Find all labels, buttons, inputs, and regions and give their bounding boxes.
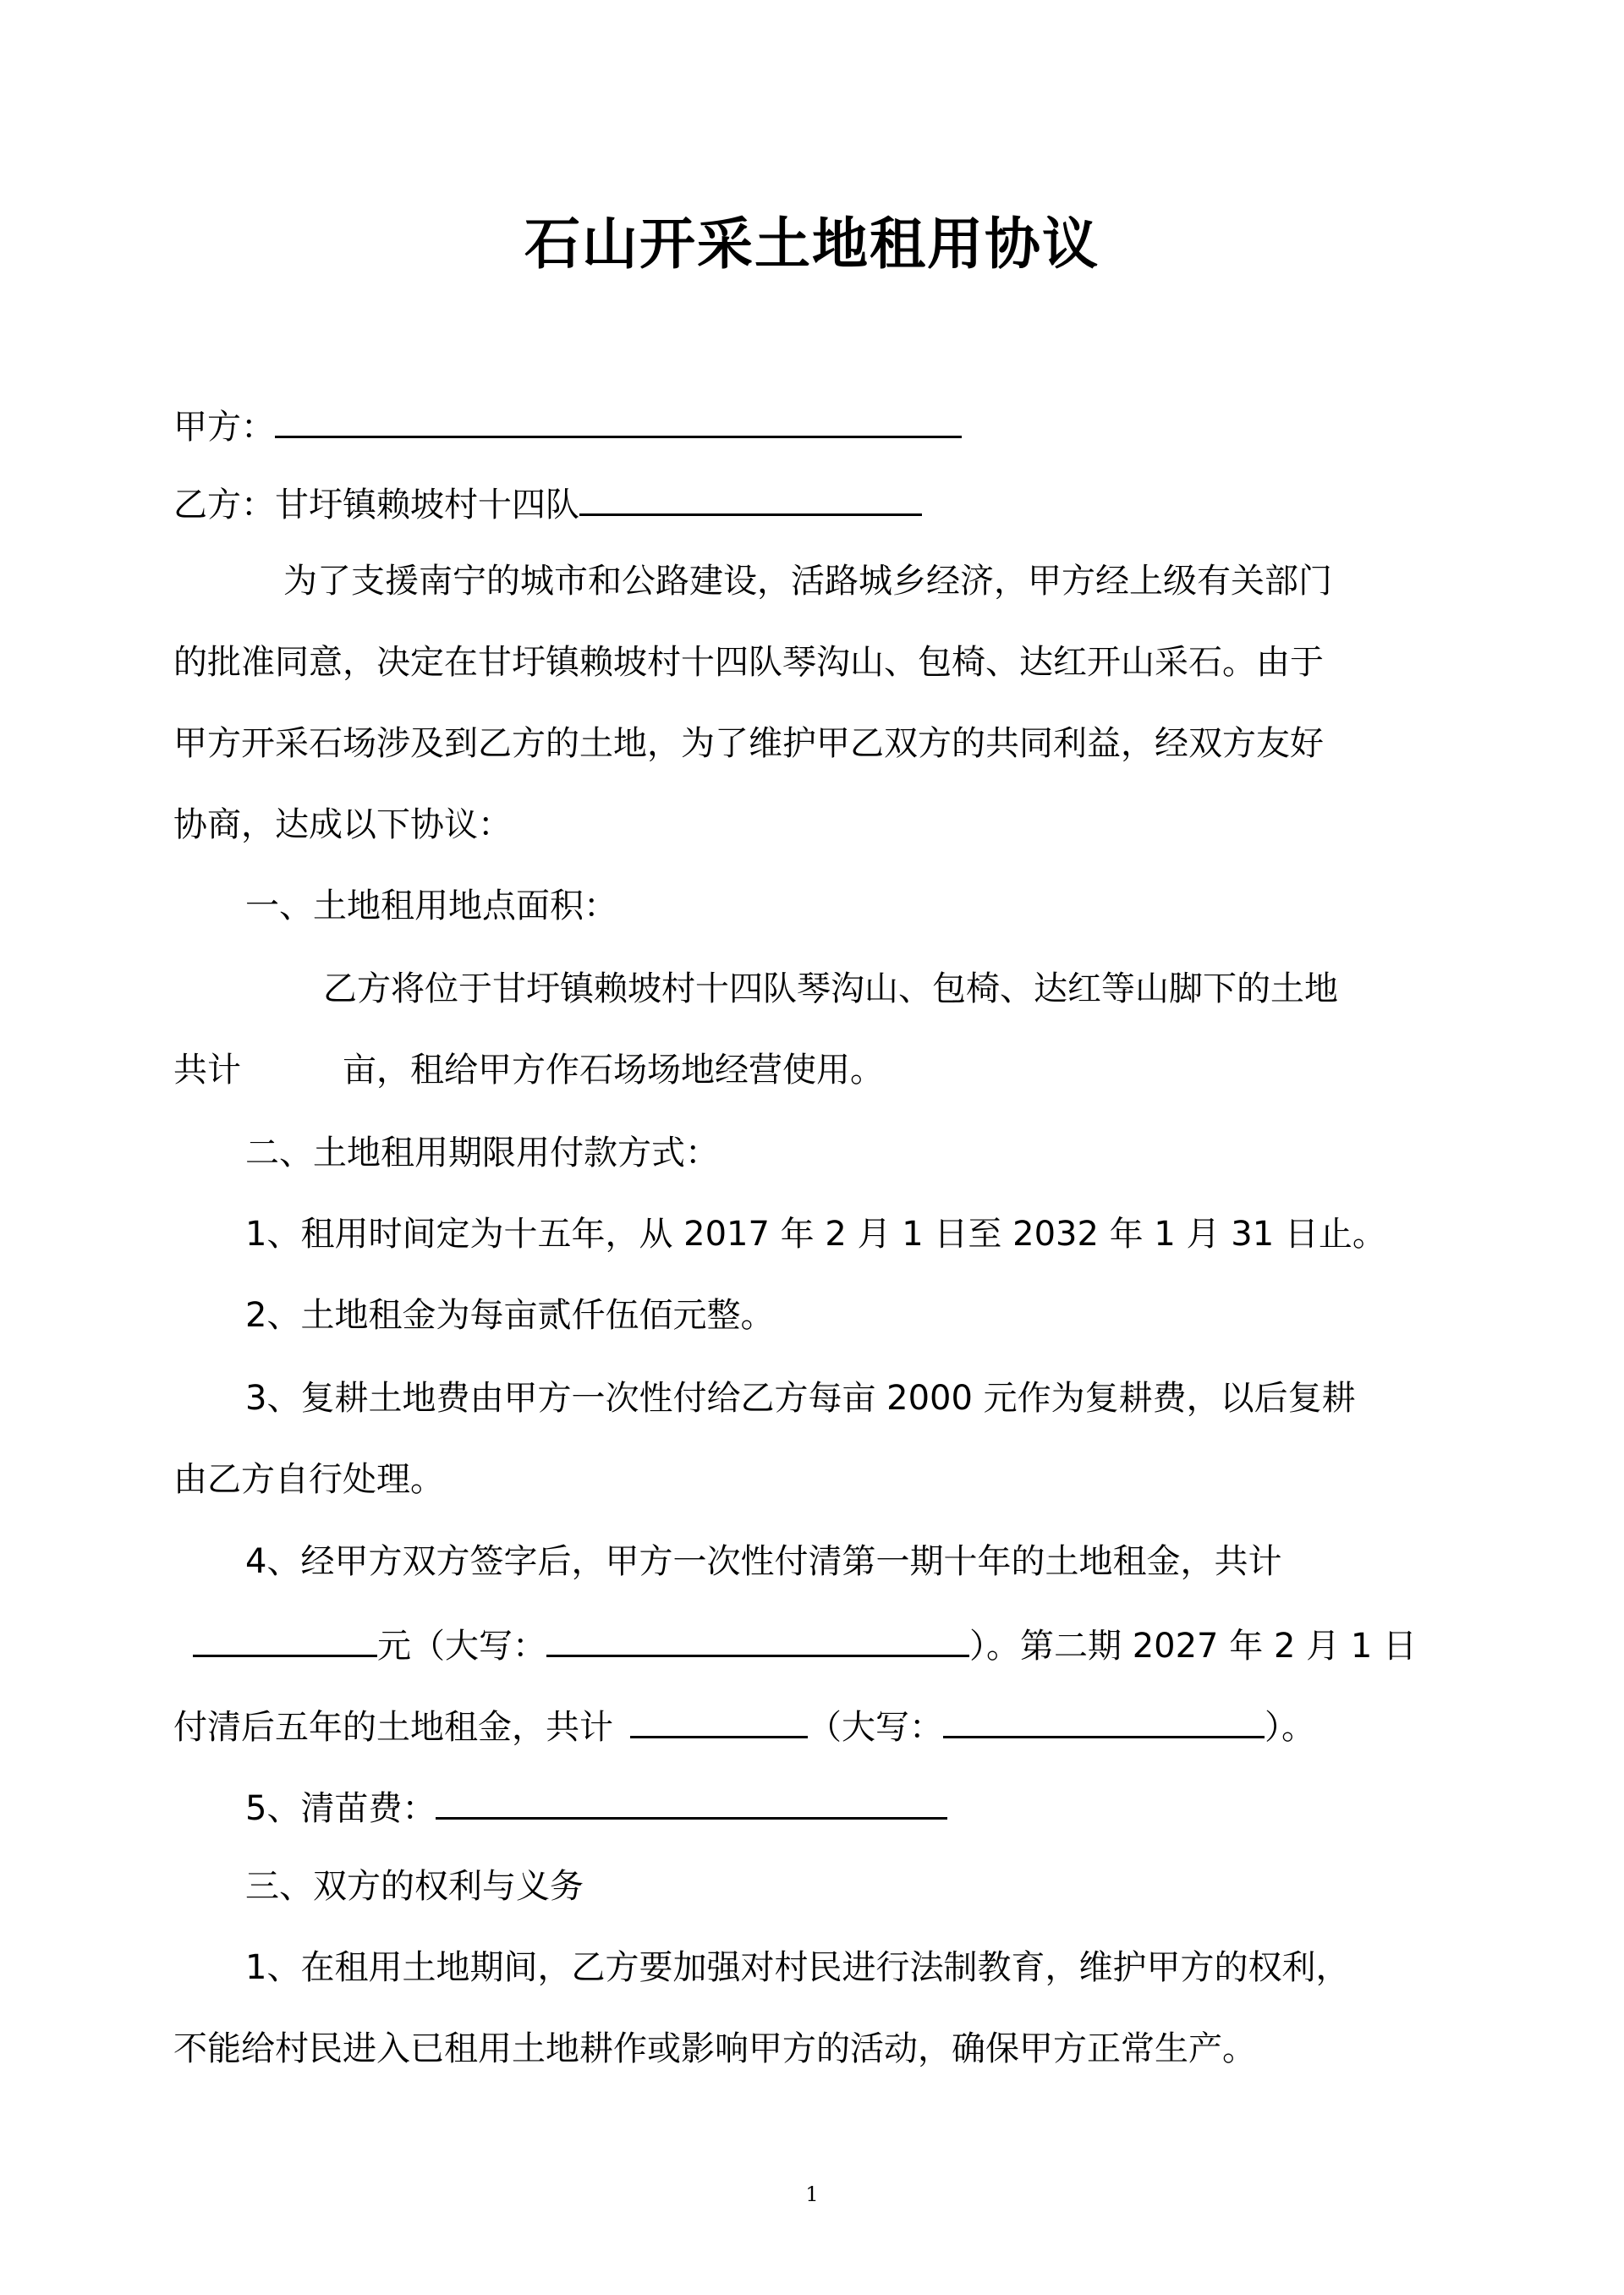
- section-2-item-1: 1、租用时间定为十五年，从 2017 年 2 月 1 日至 2032 年 1 月 31 日止。: [245, 1215, 1386, 1254]
- section-3-item-1-line-2: 不能给村民进入已租用土地耕作或影响甲方的活动，确保甲方正常生产。: [173, 2029, 1256, 2068]
- second-rent-close: ）。: [1265, 1708, 1315, 1747]
- area-prefix: 共计: [173, 1051, 241, 1090]
- section-2-item-4-line-3: [173, 1702, 1315, 1749]
- section-2-item-5: [245, 1783, 947, 1831]
- second-rent-amount-blank: [630, 1702, 808, 1738]
- section-3-heading: 三、双方的权利与义务: [245, 1867, 584, 1906]
- party-b-line: [173, 480, 922, 527]
- first-rent-capital-blank: [546, 1621, 969, 1657]
- party-b-label: 乙方：: [173, 486, 275, 524]
- seedling-fee-blank: [436, 1783, 947, 1820]
- second-period-text: ）。第二期 2027 年 2 月 1 日: [969, 1627, 1417, 1666]
- section-2-heading: 二、土地租用期限用付款方式：: [245, 1134, 719, 1172]
- party-a-line: [173, 402, 962, 449]
- intro-line-2: 的批准同意，决定在甘圩镇赖坡村十四队琴沟山、包椅、达红开山采石。由于: [173, 643, 1324, 682]
- section-3-item-1-line-1: 1、在租用土地期间，乙方要加强对村民进行法制教育，维护甲方的权利，: [245, 1948, 1350, 1987]
- section-1-line-2: [173, 1048, 884, 1092]
- section-1-line-1: 乙方将位于甘圩镇赖坡村十四队琴沟山、包椅、达红等山脚下的土地: [323, 969, 1338, 1008]
- first-rent-amount-blank: [193, 1621, 377, 1657]
- party-b-value: 甘圩镇赖坡村十四队: [275, 486, 579, 524]
- first-rent-capital-label: 元（大写：: [377, 1627, 546, 1666]
- section-2-item-3-line-2: 由乙方自行处理。: [173, 1460, 444, 1499]
- area-suffix: 亩，租给甲方作石场场地经营使用。: [343, 1051, 884, 1090]
- party-a-blank: [275, 402, 962, 438]
- second-rent-label: 付清后五年的土地租金，共计: [173, 1708, 613, 1747]
- section-2-item-4-line-2: [193, 1621, 1417, 1668]
- party-b-blank: [579, 480, 922, 516]
- party-a-label: 甲方：: [173, 408, 275, 447]
- section-2-item-4-line-1: 4、经甲方双方签字后，甲方一次性付清第一期十年的土地租金，共计: [245, 1542, 1282, 1581]
- page-number: 1: [805, 2182, 819, 2206]
- second-rent-capital-blank: [943, 1702, 1265, 1738]
- intro-line-3: 甲方开采石场涉及到乙方的土地，为了维护甲乙双方的共同利益，经双方友好: [173, 724, 1324, 763]
- seedling-fee-label: 5、清苗费：: [245, 1789, 436, 1828]
- section-1-heading: 一、土地租用地点面积：: [245, 887, 617, 925]
- document-title: 石山开采土地租用协议: [524, 211, 1100, 277]
- section-2-item-2: 2、土地租金为每亩贰仟伍佰元整。: [245, 1296, 775, 1335]
- intro-line-1: 为了支援南宁的城市和公路建设，活路城乡经济，甲方经上级有关部门: [283, 562, 1332, 601]
- second-rent-capital-label: （大写：: [808, 1708, 943, 1747]
- intro-line-4: 协商，达成以下协议：: [173, 805, 512, 844]
- section-2-item-3-line-1: 3、复耕土地费由甲方一次性付给乙方每亩 2000 元作为复耕费，以后复耕: [245, 1379, 1356, 1418]
